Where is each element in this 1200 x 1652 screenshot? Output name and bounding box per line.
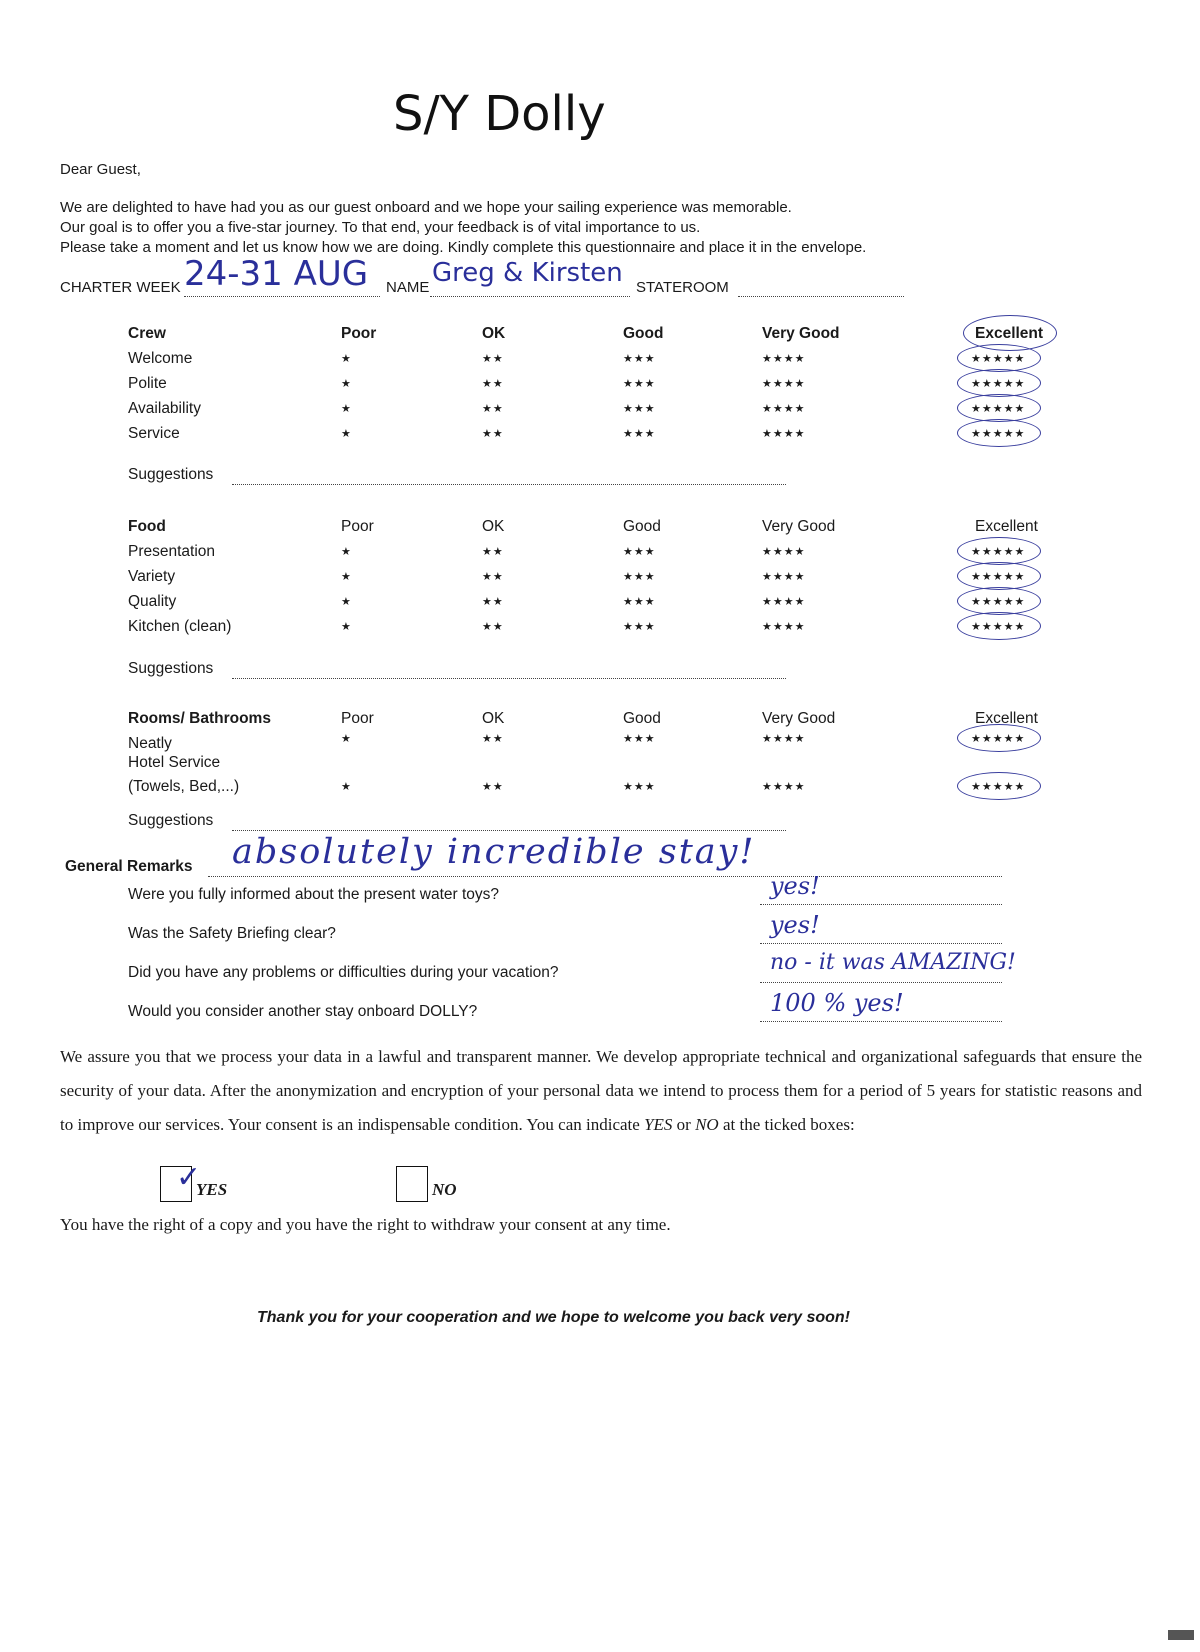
consent-ticked-text: at the ticked boxes: xyxy=(722,1115,855,1134)
rating-option[interactable]: ★★★ xyxy=(623,353,656,365)
selected-rating-circle xyxy=(957,562,1041,590)
rating-option[interactable]: ★★ xyxy=(482,428,504,440)
rating-option[interactable]: ★ xyxy=(341,546,352,558)
section-title: Rooms/ Bathrooms xyxy=(128,710,271,727)
column-header: OK xyxy=(482,325,506,342)
column-header: Good xyxy=(623,325,664,342)
consent-no-label: NO xyxy=(432,1180,457,1199)
section-title: Food xyxy=(128,518,166,535)
rating-option[interactable]: ★★★★★ xyxy=(971,571,1026,583)
rating-option[interactable]: ★★★★ xyxy=(762,781,806,793)
selected-rating-circle xyxy=(957,419,1041,447)
column-header: Poor xyxy=(341,518,374,535)
rating-option[interactable]: ★★★★★ xyxy=(971,378,1026,390)
rating-option[interactable]: ★★★★ xyxy=(762,571,806,583)
name-field[interactable]: Greg & Kirsten xyxy=(432,258,623,288)
intro-line-2: Our goal is to offer you a five-star journey. To that end, your feedback is of vital importance to us. xyxy=(60,219,701,236)
consent-no-checkbox[interactable] xyxy=(396,1166,428,1202)
column-header: Poor xyxy=(341,710,374,727)
consent-text: We assure you that we process your data in a lawful and transparent manner. We develop appropriate technical and organizational safeguards that ensure the security of your data. After the anonymization and encryption of your personal data we intend to process them for a period of 5 years for statistic reasons and to improve our services. Your consent is an indispensable condition. You can indicate xyxy=(60,1047,1142,1134)
consent-no-word: NO xyxy=(695,1115,719,1134)
rating-option[interactable]: ★★★★★ xyxy=(971,781,1026,793)
suggestions-label: Suggestions xyxy=(128,466,214,483)
rating-option[interactable]: ★ xyxy=(341,781,352,793)
stateroom-label: STATEROOM xyxy=(636,279,729,296)
rating-option[interactable]: ★★★★ xyxy=(762,596,806,608)
rating-option[interactable]: ★★★★ xyxy=(762,378,806,390)
rating-item-label: Polite xyxy=(128,375,167,392)
stateroom-field[interactable] xyxy=(738,296,904,297)
rating-option[interactable]: ★★ xyxy=(482,353,504,365)
rating-option[interactable]: ★★★★ xyxy=(762,733,806,745)
rating-option[interactable]: ★★★ xyxy=(623,378,656,390)
column-header: Excellent xyxy=(975,518,1038,535)
selected-rating-circle xyxy=(957,612,1041,640)
rating-option[interactable]: ★★★ xyxy=(623,733,656,745)
rating-item-label: Presentation xyxy=(128,543,216,560)
rating-item-label: Hotel Service xyxy=(128,754,221,771)
suggestions-field[interactable] xyxy=(232,678,786,679)
rating-option[interactable]: ★★★★★ xyxy=(971,428,1026,440)
answer-line xyxy=(760,904,1002,905)
suggestions-label: Suggestions xyxy=(128,812,214,829)
column-header: Very Good xyxy=(762,325,840,342)
column-header: Very Good xyxy=(762,710,836,727)
column-header: Very Good xyxy=(762,518,836,535)
general-remarks-label: General Remarks xyxy=(65,858,193,875)
rating-option[interactable]: ★ xyxy=(341,353,352,365)
rating-option[interactable]: ★★★★★ xyxy=(971,621,1026,633)
rating-item-label: Variety xyxy=(128,568,176,585)
form-title: S/Y Dolly xyxy=(393,86,606,142)
rating-option[interactable]: ★★★ xyxy=(623,571,656,583)
column-header: Good xyxy=(623,710,661,727)
greeting: Dear Guest, xyxy=(60,161,141,178)
header-circle xyxy=(963,315,1057,351)
consent-or-word: or xyxy=(676,1115,691,1134)
consent-yes-label: YES xyxy=(196,1180,228,1199)
question-text: Was the Safety Briefing clear? xyxy=(128,925,336,942)
rating-item-label: Service xyxy=(128,425,180,442)
suggestions-field[interactable] xyxy=(232,484,786,485)
general-remarks-field[interactable]: absolutely incredible stay! xyxy=(232,832,756,872)
rating-item-note: (Towels, Bed,...) xyxy=(128,778,240,795)
question-text: Would you consider another stay onboard DOLLY? xyxy=(128,1003,478,1020)
intro-line-1: We are delighted to have had you as our guest onboard and we hope your sailing experience was memorable. xyxy=(60,199,792,216)
consent-paragraph xyxy=(60,1040,1142,1142)
thank-you-note: Thank you for your cooperation and we hope to welcome you back very soon! xyxy=(257,1309,850,1326)
rating-option[interactable]: ★★★ xyxy=(623,596,656,608)
rating-option[interactable]: ★ xyxy=(341,571,352,583)
rating-option[interactable]: ★ xyxy=(341,378,352,390)
selected-rating-circle xyxy=(957,587,1041,615)
intro-line-3: Please take a moment and let us know how we are doing. Kindly complete this questionnaire and place it in the envelope. xyxy=(60,239,867,256)
rating-option[interactable]: ★★★★ xyxy=(762,428,806,440)
rating-option[interactable]: ★★★ xyxy=(623,403,656,415)
rating-option[interactable]: ★★★★ xyxy=(762,403,806,415)
answer-line xyxy=(760,1021,1002,1022)
rating-option[interactable]: ★ xyxy=(341,621,352,633)
column-header: OK xyxy=(482,710,505,727)
rating-option[interactable]: ★★★★★ xyxy=(971,596,1026,608)
rating-option[interactable]: ★★ xyxy=(482,733,504,745)
suggestions-field[interactable] xyxy=(232,830,786,831)
charter-week-label: CHARTER WEEK xyxy=(60,279,181,296)
consent-rights: You have the right of a copy and you have the right to withdraw your consent at any time. xyxy=(60,1215,671,1234)
consent-yes-word: YES xyxy=(644,1115,673,1134)
answer-line xyxy=(760,982,1002,983)
rating-option[interactable]: ★★★★★ xyxy=(971,403,1026,415)
answer-field[interactable]: yes! xyxy=(770,872,820,900)
rating-option[interactable]: ★★★★ xyxy=(762,546,806,558)
column-header: OK xyxy=(482,518,505,535)
selected-rating-circle xyxy=(957,369,1041,397)
rating-option[interactable]: ★★★★ xyxy=(762,353,806,365)
rating-option[interactable]: ★★ xyxy=(482,621,504,633)
selected-rating-circle xyxy=(957,394,1041,422)
selected-rating-circle xyxy=(957,537,1041,565)
rating-option[interactable]: ★★★★★ xyxy=(971,733,1026,745)
charter-week-field[interactable]: 24-31 AUG xyxy=(184,254,369,294)
rating-item-label: Welcome xyxy=(128,350,193,367)
rating-option[interactable]: ★★★★ xyxy=(762,621,806,633)
rating-option[interactable]: ★ xyxy=(341,596,352,608)
yes-checkmark-icon: ✓ xyxy=(176,1161,202,1194)
rating-option[interactable]: ★★ xyxy=(482,571,504,583)
scan-mark xyxy=(1168,1630,1194,1640)
answer-field[interactable]: yes! xyxy=(770,911,820,939)
rating-option[interactable]: ★★★ xyxy=(623,621,656,633)
rating-option[interactable]: ★★ xyxy=(482,596,504,608)
question-text: Did you have any problems or difficulties during your vacation? xyxy=(128,964,559,981)
name-label: NAME xyxy=(386,279,430,296)
column-header: Excellent xyxy=(975,710,1038,727)
answer-field[interactable]: no - it was AMAZING! xyxy=(770,950,1016,975)
rating-option[interactable]: ★ xyxy=(341,403,352,415)
answer-field[interactable]: 100 % yes! xyxy=(770,989,904,1017)
rating-option[interactable]: ★ xyxy=(341,733,352,745)
rating-item-label: Kitchen (clean) xyxy=(128,618,232,635)
rating-option[interactable]: ★ xyxy=(341,428,352,440)
selected-rating-circle xyxy=(957,724,1041,752)
column-header: Good xyxy=(623,518,661,535)
rating-option[interactable]: ★★★ xyxy=(623,546,656,558)
rating-option[interactable]: ★★★★★ xyxy=(971,353,1026,365)
rating-option[interactable]: ★★ xyxy=(482,403,504,415)
section-title: Crew xyxy=(128,325,166,342)
rating-item-label: Neatly xyxy=(128,735,172,752)
suggestions-label: Suggestions xyxy=(128,660,214,677)
rating-item-label: Quality xyxy=(128,593,177,610)
answer-line xyxy=(760,943,1002,944)
rating-option[interactable]: ★★ xyxy=(482,781,504,793)
selected-rating-circle xyxy=(957,772,1041,800)
rating-option[interactable]: ★★★ xyxy=(623,781,656,793)
rating-option[interactable]: ★★★ xyxy=(623,428,656,440)
column-header: Poor xyxy=(341,325,377,342)
rating-option[interactable]: ★★ xyxy=(482,378,504,390)
rating-option[interactable]: ★★★★★ xyxy=(971,546,1026,558)
rating-option[interactable]: ★★ xyxy=(482,546,504,558)
column-header: Excellent xyxy=(975,325,1044,342)
rating-item-label: Availability xyxy=(128,400,201,417)
question-text: Were you fully informed about the present water toys? xyxy=(128,886,500,903)
